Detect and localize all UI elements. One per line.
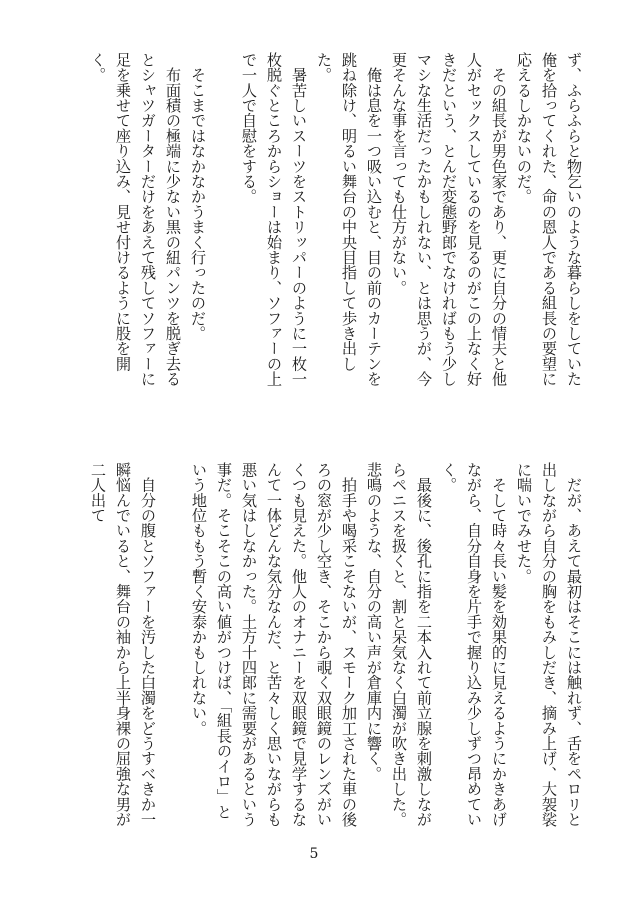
lower-vertical-text — [38, 462, 586, 827]
paragraph: 暑苦しいスーツをストリッパーのように一枚一枚脱ぐところからショーは始まり、ソファーの上で一人で自慰をする。 — [240, 52, 308, 387]
paragraph: そして時々長い髪を効果的に見えるようにかきあげながら、自分自身を片手で握り込み少しずつ昂めていく。 — [440, 462, 508, 827]
upper-text-block — [38, 52, 586, 397]
lower-text-block — [38, 462, 586, 827]
paragraph: そこまではなかなかうまく行ったのだ。 — [189, 52, 207, 341]
upper-vertical-text — [38, 52, 586, 397]
paragraph: 拍手や喝采こそないが、スモーク加工された車の後ろの窓が少し空き、そこから覗く双眼鏡のレンズがいくつも見えた。他人のオナニーを双眼鏡で見学するなんて一体どんな気分なんだ、と苦々しく思いながらも悪い気はしなかった。土方十四郎に需要があるという事だ。そこそこの高い値がつけば、「組長のイロ」という地位ももう暫く安泰かもしれない。 — [190, 462, 358, 827]
paragraph: 俺は息を一つ吸い込むと、目の前のカーテンを跳ね除け、明るい舞台の中央目指して歩き出した。 — [315, 52, 383, 387]
paragraph: 布面積の極端に少ない黒の紐パンツを脱ぎ去るとシャツガーターだけをあえて残してソファーに足を乗せて座り込み、見せ付けるように股を開く。 — [89, 52, 182, 387]
paragraph: その組長が男色家であり、更に自分の情夫と他人がセックスしているのを見るのがこの上なく好きだという、とんだ変態野郎でなければもう少しマシな生活だったかもしれない、とは思うが、今更そんな事を言っても仕方がない。 — [390, 52, 508, 387]
paragraph: 最後に、後孔に指を二本入れて前立腺を刺激しながらペニスを扱くと、割と呆気なく白濁が吹き出した。悲鳴のような、自分の高い声が倉庫内に響く。 — [365, 462, 433, 827]
paragraph: 自分の腹とソファーを汚した白濁をどうすべきか一瞬悩んでいると、舞台の袖から上半身裸の屈強な男が二人出て — [89, 462, 157, 827]
paragraph: だが、あえて最初はそこには触れず、舌をペロリと出しながら自分の胸をもみしだき、摘み上げ、大袈裟に喘いでみせた。 — [515, 462, 583, 827]
paragraph: ず、ふらふらと物乞いのような暮らしをしていた俺を拾ってくれた、命の恩人である組長の要望に応えるしかないのだ。 — [515, 52, 583, 387]
page-number: 5 — [309, 846, 319, 862]
